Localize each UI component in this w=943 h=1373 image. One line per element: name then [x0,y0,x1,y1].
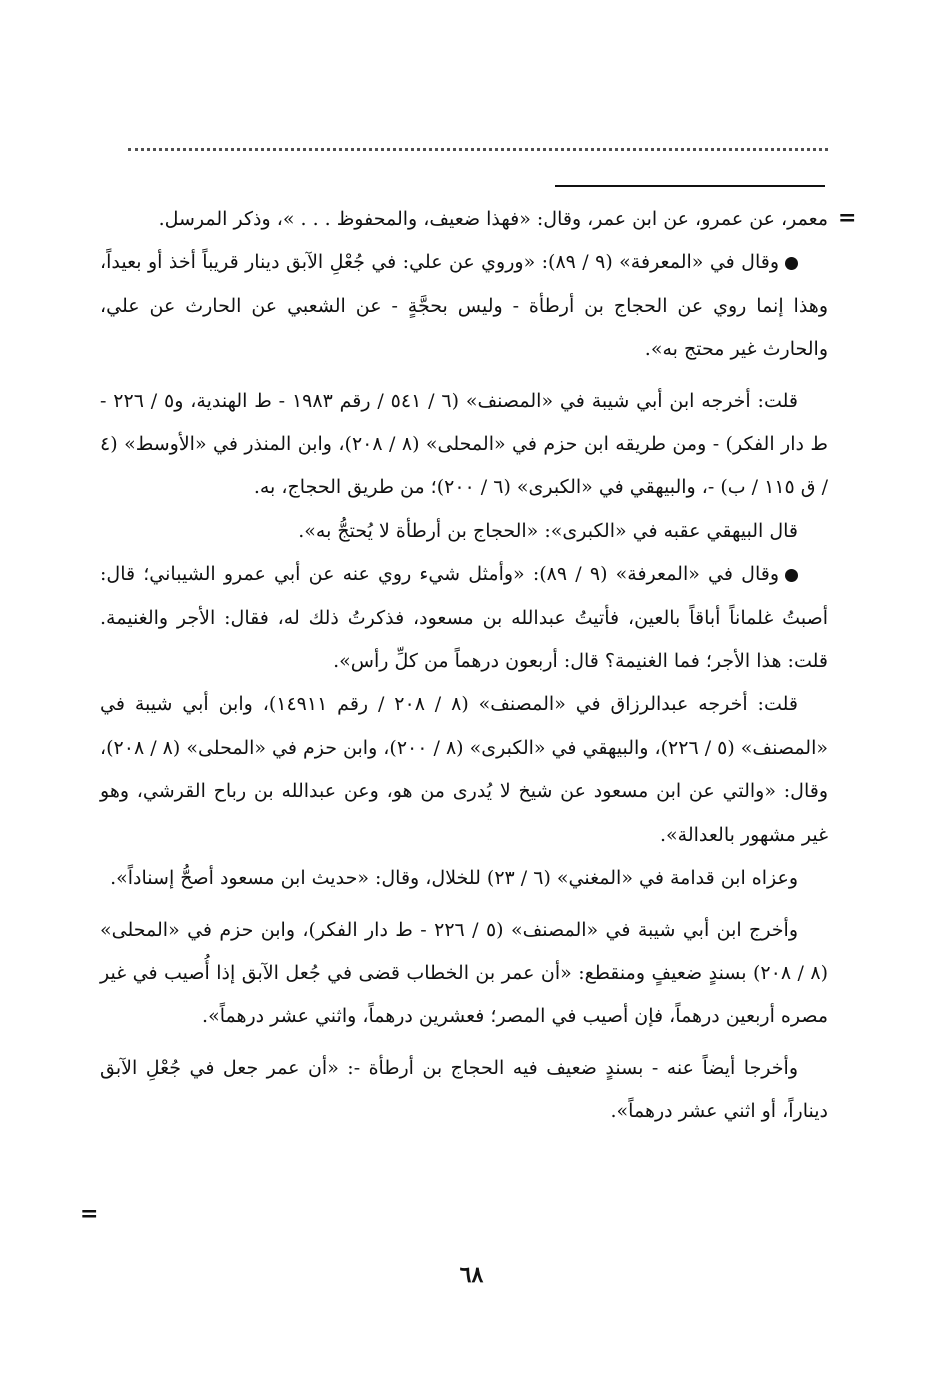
footnote-paragraph: وعزاه ابن قدامة في «المغني» (٦ / ٢٣) للخلال، وقال: «حديث ابن مسعود أصحُّ إسناداً». [110,867,798,890]
page-number: ٦٨ [459,1262,484,1288]
continuation-mark-top: = [838,205,857,231]
continuation-mark-bottom: = [80,1201,99,1227]
footnote-rule [555,185,825,187]
bullet-icon [785,569,798,582]
footnote-body [100,198,828,1134]
bullet-icon [785,257,798,270]
footnote-paragraph [100,553,828,683]
paragraph-text: وقال في «المعرفة» (٩ / ٨٩): «وروي عن علي: في جُعْلِ الآبق دينار قريباً أخذ أو بعيداً، وهذا إنما روي عن الحجاج بن أرطأة - وليس بحجَّةٍ - عن الشعبي عن الحارث عن علي، والحارث غير محتج به». [100,251,828,361]
dotted-separator [128,148,828,161]
footnote-paragraph [100,241,828,371]
footnote-paragraph: قلت: أخرجه عبدالرزاق في «المصنف» (٨ / ٢٠٨ / رقم ١٤٩١١)، وابن أبي شيبة في «المصنف» (٥ / ٢٢٦)، والبيهقي في «الكبرى» (٨ / ٢٠٠)، وابن حزم في «المحلى» (٨ / ٢٠٨)، وقال: «والتي عن ابن مسعود عن شيخ لا يُدرى من هو، وعن عبدالله بن رباح القرشي، وهو غير مشهور بالعدالة». [100,693,828,846]
footnote-paragraph: وأخرج ابن أبي شيبة في «المصنف» (٥ / ٢٢٦ - ط دار الفكر)، وابن حزم في «المحلى» (٨ / ٢٠٨) بسندٍ ضعيفٍ ومنقطع: «أن عمر بن الخطاب قضى في جُعل الآبق إذا أُصيب في غير مصره أربعين درهماً، فإن أصيب في المصر؛ فعشرين درهماً، واثني عشر درهماً». [100,918,828,1028]
footnote-paragraph: وأخرجا أيضاً عنه - بسندٍ ضعيف فيه الحجاج بن أرطأة -: «أن عمر جعل في جُعْلِ الآبق ديناراً، أو اثني عشر درهماً». [100,1056,828,1123]
footnote-paragraph: قال البيهقي عقبه في «الكبرى»: «الحجاج بن أرطأة لا يُحتجُّ به». [298,519,798,542]
paragraph-text: وقال في «المعرفة» (٩ / ٨٩): «وأمثل شيء روي عنه عن أبي عمرو الشيباني؛ قال: أصبتُ غلماناً أباقاً بالعين، فأتيتُ عبدالله بن مسعود، فذكرتُ ذلك له، فقال: الأجر والغنيمة. قلت: هذا الأجر؛ فما الغنيمة؟ قال: أربعون درهماً من كلِّ رأس». [100,563,828,673]
footnote-paragraph: قلت: أخرجه ابن أبي شيبة في «المصنف» (٦ / ٥٤١ / رقم ١٩٨٣ - ط الهندية، و٥ / ٢٢٦ - ط دار الفكر) - ومن طريقه ابن حزم في «المحلى» (٨ / ٢٠٨)، وابن المنذر في «الأوسط» (٤ / ق ١١٥ / ب) -، والبيهقي في «الكبرى» (٦ / ٢٠٠)؛ من طريق الحجاج، به. [100,389,828,499]
footnote-paragraph: معمر، عن عمرو، عن ابن عمر، وقال: «فهذا ضعيف، والمحفوظ . . . »، وذكر المرسل. [158,208,828,230]
